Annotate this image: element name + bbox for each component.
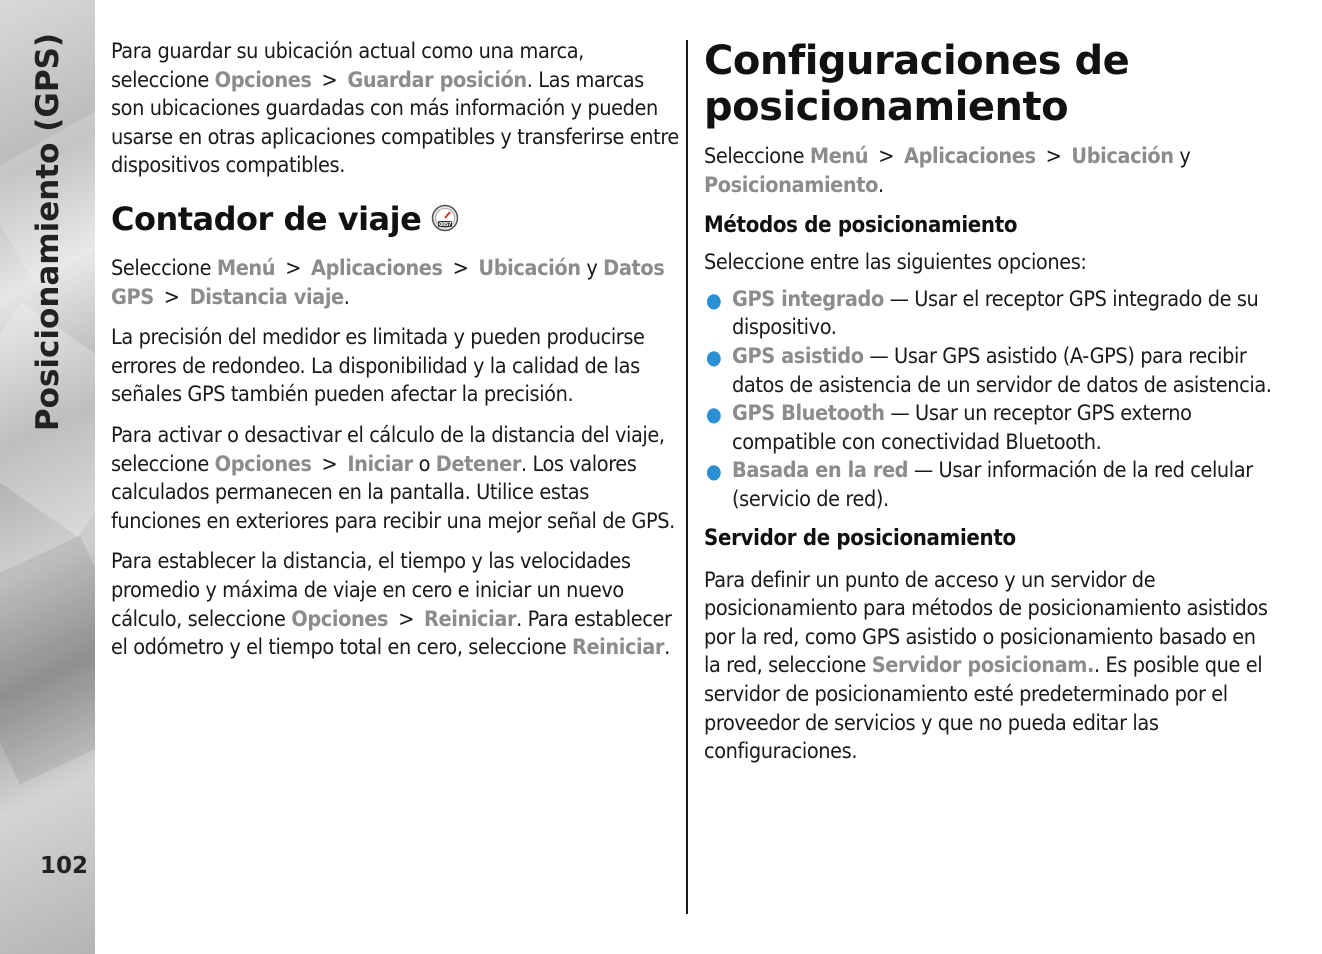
- menu-keyword: Reiniciar: [424, 606, 517, 632]
- menu-keyword: Guardar posición: [347, 67, 527, 93]
- option-name: GPS Bluetooth: [732, 401, 885, 427]
- text: Seleccione: [704, 144, 810, 169]
- server-heading: Servidor de posicionamiento: [704, 525, 1016, 551]
- menu-keyword: Datos GPS: [111, 255, 665, 310]
- text: . Los valores calculados permanecen en la pantalla. Utilice estas funciones en exteriores para recibir una mejor señal de GPS.: [111, 451, 675, 534]
- option-description: — Usar un receptor GPS externo compatible con conectividad Bluetooth.: [732, 401, 1192, 455]
- bullet-icon: ●: [706, 344, 722, 369]
- menu-keyword: Servidor posicionam.: [871, 653, 1094, 679]
- path-separator: >: [878, 144, 894, 169]
- methods-intro: Seleccione entre las siguientes opciones:: [704, 250, 1087, 276]
- decorative-facet: [0, 536, 95, 785]
- text: .: [878, 172, 884, 198]
- text: Para activar o desactivar el cálculo de la distancia del viaje, seleccione: [111, 422, 665, 477]
- text: Para guardar su ubicación actual como una marca, seleccione: [111, 39, 584, 93]
- menu-keyword: Ubicación: [1071, 144, 1174, 169]
- option-name: GPS asistido: [732, 343, 864, 369]
- accuracy-paragraph: La precisión del medidor es limitada y pueden producirse errores de redondeo. La disponibilidad y la calidad de las señales GPS también pueden afectar la precisión.: [111, 325, 645, 408]
- menu-keyword: Menú: [216, 255, 276, 281]
- list-item: [704, 343, 1272, 400]
- text: o: [412, 451, 436, 477]
- left-column: [111, 38, 679, 675]
- methods-heading: Métodos de posicionamiento: [704, 213, 1018, 239]
- path-separator: >: [452, 255, 469, 281]
- activate-paragraph: [111, 422, 679, 536]
- list-item: [704, 286, 1272, 343]
- page-heading: Configuraciones de posicionamiento: [704, 38, 1130, 130]
- section-sidebar: [0, 0, 95, 954]
- path-separator: >: [398, 606, 414, 632]
- trip-meter-gauge-icon: [431, 201, 459, 241]
- reset-paragraph: [111, 548, 679, 662]
- text: y: [580, 255, 604, 281]
- trip-meter-heading: [111, 199, 679, 241]
- text: Para definir un punto de acceso y un servidor de posicionamiento para métodos de posicionamiento asistidos por la red, como GPS asistido o posicionamiento basado en la red, seleccione: [704, 567, 1268, 679]
- path-separator: >: [285, 255, 301, 281]
- section-title: Posicionamiento (GPS): [30, 32, 66, 432]
- text: . Es posible que el servidor de posicionamiento esté predeterminado por el proveedor de servicios y que no pueda editar las configuraciones.: [704, 653, 1263, 765]
- text: Para establecer la distancia, el tiempo y las velocidades promedio y máxima de viaje en cero e iniciar un nuevo cálculo, seleccione: [111, 549, 631, 632]
- menu-keyword: Ubicación: [478, 255, 581, 281]
- menu-keyword: Distancia viaje: [189, 284, 344, 310]
- column-divider: [686, 40, 688, 914]
- settings-path: [704, 143, 1272, 200]
- menu-keyword: Opciones: [214, 451, 312, 477]
- option-name: Basada en la red: [732, 458, 909, 484]
- menu-keyword: Iniciar: [347, 451, 413, 477]
- menu-keyword: Detener: [435, 451, 521, 477]
- menu-keyword: Aplicaciones: [311, 255, 443, 281]
- path-separator: >: [1045, 144, 1062, 169]
- menu-keyword: Menú: [809, 144, 869, 169]
- list-item: [704, 457, 1272, 514]
- option-description: — Usar información de la red celular (servicio de red).: [732, 458, 1253, 512]
- option-description: — Usar el receptor GPS integrado de su dispositivo.: [732, 286, 1259, 341]
- text: .: [343, 284, 350, 310]
- trip-meter-display: 0057: [439, 221, 452, 228]
- menu-keyword: Opciones: [291, 606, 389, 632]
- page-number: 102: [40, 853, 89, 879]
- text: . Para establecer el odómetro y el tiempo total en cero, seleccione: [111, 606, 672, 661]
- bullet-icon: ●: [706, 402, 722, 427]
- intro-paragraph: [111, 38, 679, 181]
- text: y: [1173, 144, 1191, 169]
- option-name: GPS integrado: [732, 286, 884, 312]
- option-description: — Usar GPS asistido (A-GPS) para recibir datos de asistencia de un servidor de datos de asistencia.: [732, 343, 1272, 398]
- menu-keyword: Posicionamiento: [704, 172, 879, 198]
- trip-meter-path: [111, 255, 679, 312]
- bullet-icon: ●: [706, 287, 722, 312]
- path-separator: >: [163, 284, 180, 310]
- text: Seleccione: [111, 255, 217, 281]
- menu-keyword: Aplicaciones: [904, 144, 1036, 169]
- right-column: [704, 38, 1272, 779]
- path-separator: >: [321, 67, 338, 93]
- menu-keyword: Reiniciar: [571, 635, 665, 661]
- text: . Las marcas son ubicaciones guardadas con más información y pueden usarse en otras aplicaciones compatibles y transferirse entre dispositivos compatibles.: [111, 67, 679, 179]
- methods-list: [704, 286, 1272, 515]
- heading-text: Contador de viaje: [111, 199, 422, 238]
- bullet-icon: ●: [706, 459, 722, 484]
- list-item: [704, 400, 1272, 457]
- path-separator: >: [321, 451, 338, 477]
- server-paragraph: [704, 567, 1272, 767]
- text: .: [664, 635, 670, 661]
- menu-keyword: Opciones: [214, 67, 312, 93]
